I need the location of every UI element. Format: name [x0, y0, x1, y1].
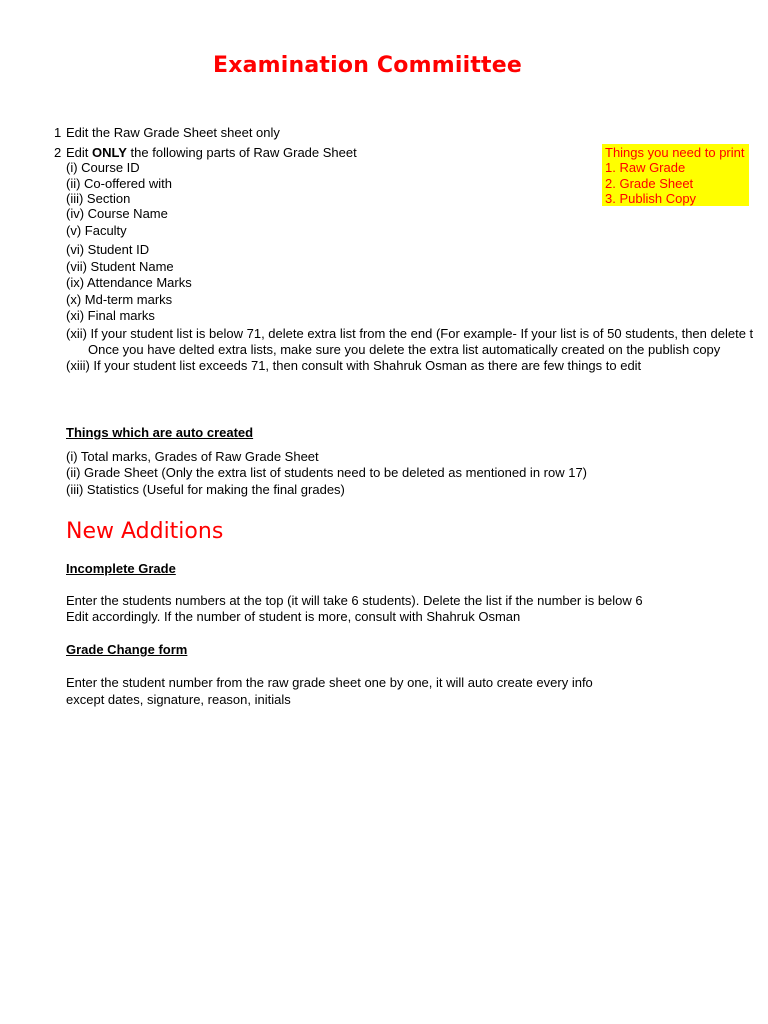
step-1-text: Edit the Raw Grade Sheet sheet only: [66, 125, 280, 140]
step-number: 1: [54, 125, 62, 140]
print-item: 1. Raw Grade: [605, 160, 686, 175]
step-2-emphasis: ONLY: [92, 145, 127, 160]
step-2-prefix: Edit: [66, 145, 93, 160]
page-title: Examination Commiittee: [213, 53, 522, 78]
list-item: (vi) Student ID: [66, 242, 150, 257]
incomplete-grade-heading: Incomplete Grade: [66, 561, 176, 576]
list-item: (xi) Final marks: [66, 308, 155, 323]
print-item: 3. Publish Copy: [605, 191, 697, 206]
grade-change-form-heading: Grade Change form: [66, 642, 188, 657]
step-number: 2: [54, 145, 62, 160]
list-item: (iii) Statistics (Useful for making the final grades): [66, 482, 345, 497]
step-2-suffix: the following parts of Raw Grade Sheet: [126, 145, 357, 160]
step-2-text: [66, 145, 357, 161]
paragraph-line: except dates, signature, reason, initials: [66, 692, 291, 707]
list-item: (v) Faculty: [66, 223, 127, 238]
auto-created-heading: Things which are auto created: [66, 425, 254, 440]
things-to-print-box: [602, 144, 749, 206]
print-box-title: Things you need to print: [605, 145, 745, 160]
list-item: (ix) Attendance Marks: [66, 275, 192, 290]
paragraph-line: Enter the student number from the raw grade sheet one by one, it will auto create every info: [66, 675, 593, 690]
list-item: (x) Md-term marks: [66, 292, 173, 307]
list-item: (iv) Course Name: [66, 206, 168, 221]
list-item: (iii) Section: [66, 191, 131, 206]
paragraph-line: Edit accordingly. If the number of student is more, consult with Shahruk Osman: [66, 609, 521, 624]
list-item: (ii) Grade Sheet (Only the extra list of students need to be deleted as mentioned in row 17): [66, 465, 588, 480]
list-item: (xiii) If your student list exceeds 71, then consult with Shahruk Osman as there are few things to edit: [66, 358, 642, 373]
new-additions-heading: New Additions: [66, 519, 224, 544]
list-item: (i) Total marks, Grades of Raw Grade Sheet: [66, 449, 319, 464]
paragraph-line: Enter the students numbers at the top (it will take 6 students). Delete the list if the number is below 6: [66, 593, 643, 608]
print-item: 2. Grade Sheet: [605, 176, 694, 191]
list-item: (xii) If your student list is below 71, delete extra list from the end (For example- If your list is of 50 students, then delete t: [66, 326, 754, 341]
list-item: Once you have delted extra lists, make sure you delete the extra list automatically created on the publish copy: [88, 342, 721, 357]
list-item: (vii) Student Name: [66, 259, 174, 274]
list-item: (ii) Co-offered with: [66, 176, 172, 191]
list-item: (i) Course ID: [66, 160, 140, 175]
